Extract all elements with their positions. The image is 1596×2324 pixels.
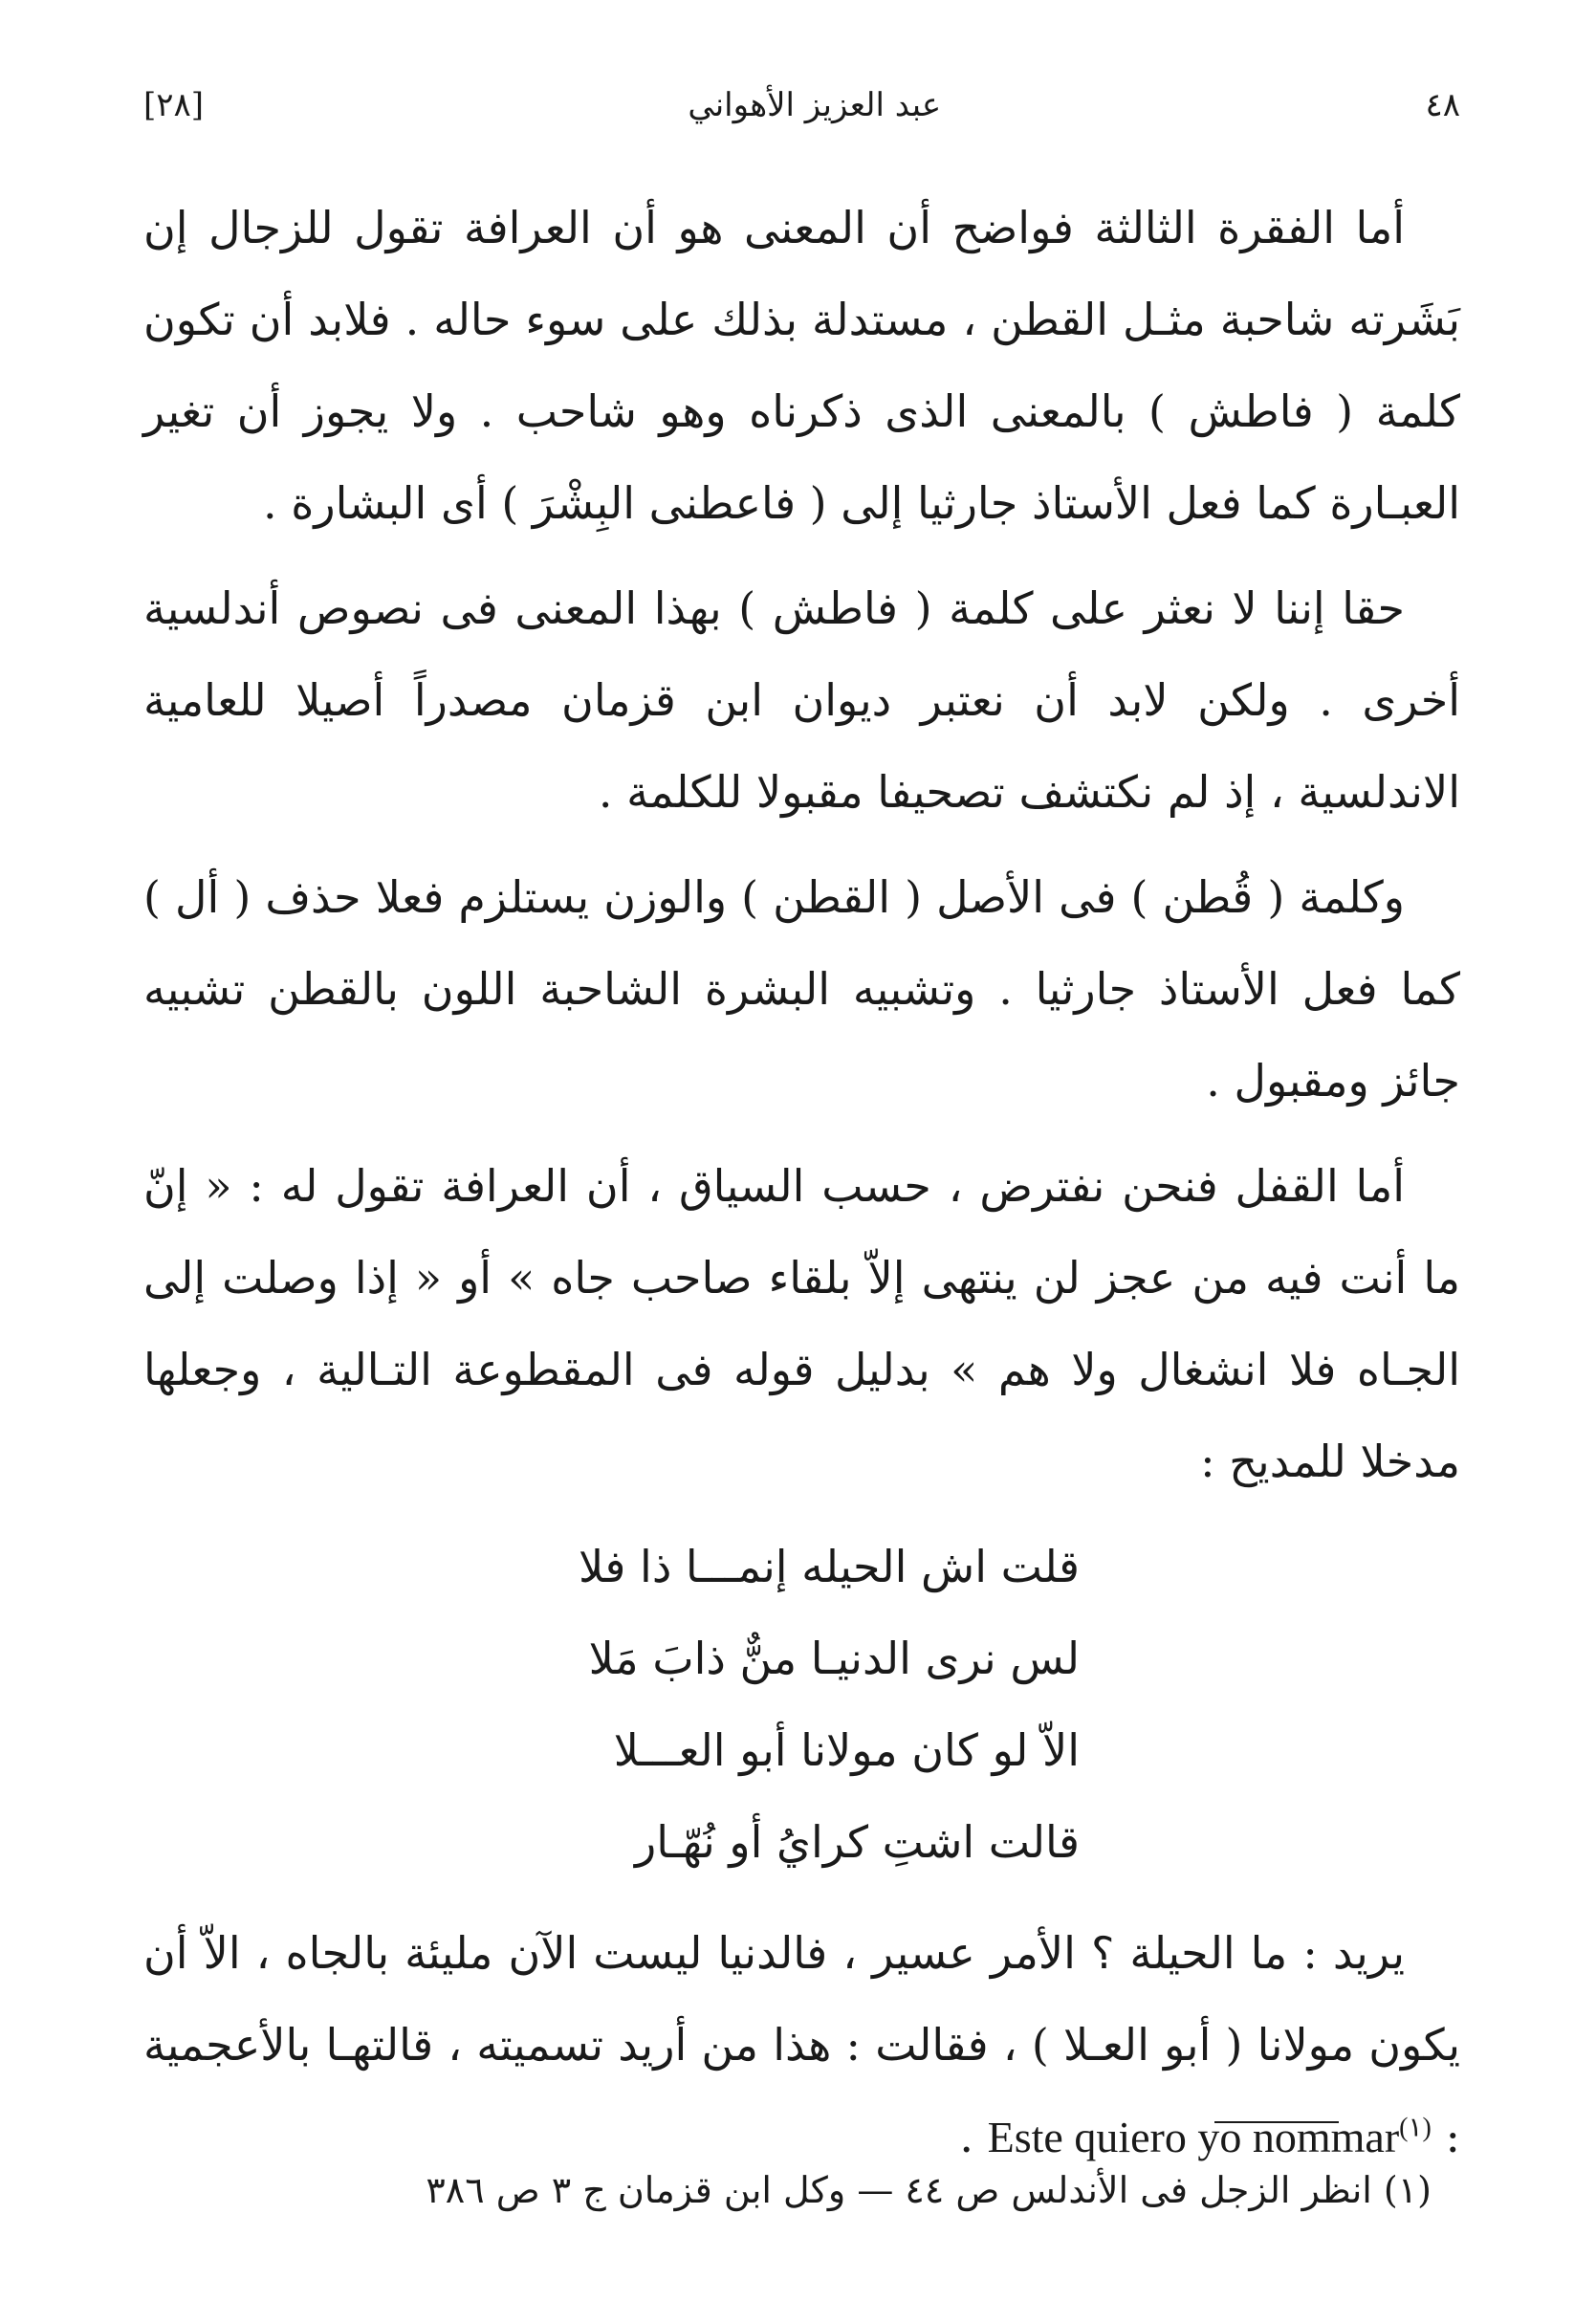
page-number: ٤٨ — [1425, 86, 1460, 124]
paragraph: وكلمة ( قُطن ) فى الأصل ( القطن ) والوزن يستلزم فعلا حذف ( أل ) كما فعل الأستاذ جارثيا . وتشبيه البشرة الشاحبة اللون بالقطن تشبيه جائز ومقبول . — [143, 871, 1460, 1107]
footnote-marker: (١) — [1399, 2113, 1432, 2143]
closing-arabic: يريد : ما الحيلة ؟ الأمر عسير ، فالدنيا ليست الآن مليئة بالجاه ، الاّ أن يكون مولانا ( أبو العـلا ) ، فقالت : هذا من أريد تسميته ، قالتهـا بالأعجمية : — [143, 1927, 1460, 2162]
spanish-quote — [988, 2113, 1432, 2161]
closing-period: . — [959, 2111, 974, 2162]
section-reference: [٢٨] — [143, 86, 205, 124]
verse-line: قالت اشتِ كرايُ أو نُهّـار — [635, 1816, 1080, 1868]
spanish-quote-text: Este quiero yo nommar — [987, 2113, 1400, 2161]
verse-line: قلت اش الحيله إنمـــا ذا فلا — [578, 1541, 1080, 1592]
footnote-separator — [1214, 2121, 1339, 2123]
main-text — [143, 182, 1460, 1507]
paragraph: أما القفل فنحن نفترض ، حسب السياق ، أن العرافة تقول له : « إنّ ما أنت فيه من عجز لن ينتهى إلاّ بلقاء صاحب جاه » أو « إذا وصلت إلى الجـاه فلا انشغال ولا هم » بدليل قوله فى المقطوعة التـالية ، وجعلها مدخلا للمديح : — [143, 1160, 1460, 1487]
verse-block — [143, 1521, 1460, 1888]
paragraph: أما الفقرة الثالثة فواضح أن المعنى هو أن العرافة تقول للزجال إن بَشَرته شاحبة مثـل القطن ، مستدلة بذلك على سوء حاله . فلابد أن تكون كلمة ( فاطش ) بالمعنى الذى ذكرناه وهو شاحب . ولا يجوز أن تغير العبـارة كما فعل الأستاذ جارثيا إلى ( فاعطنى البِشْرَ ) أى البشارة . — [143, 202, 1460, 529]
running-title: عبد العزيز الأهواني — [688, 86, 942, 124]
verse-line: لس نرى الدنيـا منٌّ ذابَ مَلا — [588, 1633, 1080, 1684]
paragraph: حقا إننا لا نعثر على كلمة ( فاطش ) بهذا المعنى فى نصوص أندلسية أخرى . ولكن لابد أن نعتبر ديوان ابن قزمان مصدراً أصيلا للعامية الاندلسية ، إذ لم نكتشف تصحيفا مقبولا للكلمة . — [143, 582, 1460, 818]
footnote: (١) انظر الزجل فى الأندلس ص ٤٤ — وكل ابن قزمان ج ٣ ص ٣٨٦ — [426, 2169, 1432, 2211]
closing-text — [143, 1907, 1460, 2183]
page-header — [143, 86, 1460, 153]
paragraph — [143, 1907, 1460, 2183]
verse-line: الاّ لو كان مولانا أبو العـــلا — [613, 1724, 1080, 1776]
